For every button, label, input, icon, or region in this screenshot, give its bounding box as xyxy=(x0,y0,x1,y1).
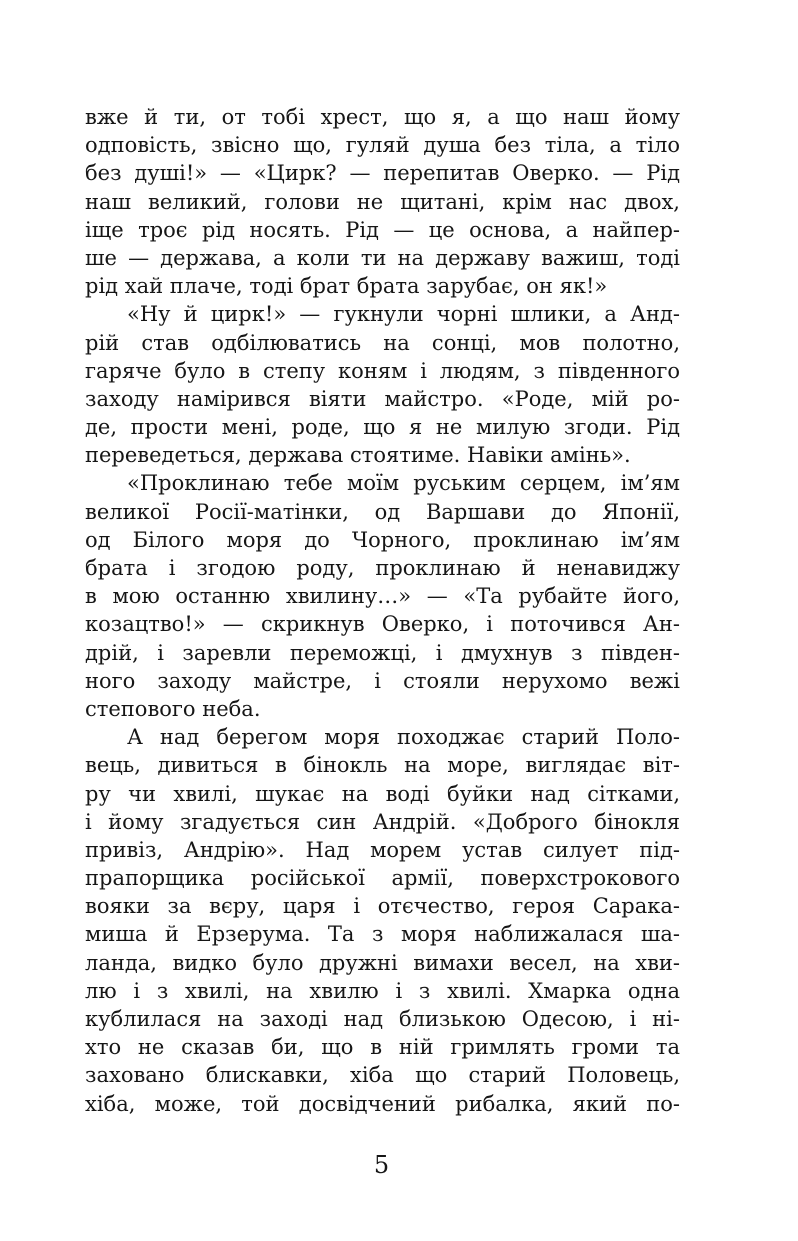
text-line: миша й Ерзерума. Та з моря наближалася ша- xyxy=(85,922,680,947)
text-line: заходу намірився віяти майстро. «Роде, мій ро- xyxy=(85,386,680,411)
paragraph xyxy=(85,103,680,300)
text-line: брата і згодою роду, проклинаю й ненавиджу xyxy=(85,556,680,580)
text-line: рід хай плаче, тоді брат брата зарубає, он як!» xyxy=(85,274,608,299)
text-line: ланда, видко було дружні вимахи весел, на хви- xyxy=(85,950,680,975)
text-line: «Ну й цирк!» — гукнули чорні шлики, а Анд- xyxy=(127,302,680,327)
text-line: переведеться, держава стоятиме. Навіки амінь». xyxy=(85,443,631,468)
text-line: іще троє рід носять. Рід — це основа, а найпер- xyxy=(85,217,680,242)
page-number: 5 xyxy=(373,1151,390,1179)
text-line: гаряче було в степу коням і людям, з південного xyxy=(85,358,680,383)
paragraph xyxy=(85,723,680,1118)
text-line: лю і з хвилі, на хвилю і з хвилі. Хмарка одна xyxy=(85,978,680,1003)
text-line: одповість, звісно що, гуляй душа без тіла, а тіло xyxy=(85,133,680,158)
text-line: од Білого моря до Чорного, проклинаю ім’ям xyxy=(85,527,680,552)
text-line: хіба, може, той досвідчений рибалка, який по- xyxy=(85,1091,680,1116)
text-line: великої Росії-матінки, од Варшави до Японії, xyxy=(85,499,680,524)
text-line: привіз, Андрію». Над морем устав силует під- xyxy=(85,837,680,862)
text-line: заховано блискавки, хіба що старий Половець, xyxy=(85,1063,680,1088)
paragraph xyxy=(85,300,680,469)
text-line: козацтво!» — скрикнув Оверко, і поточився Ан- xyxy=(85,612,680,637)
paragraph xyxy=(85,469,680,723)
text-line: де, прости мені, роде, що я не милую згоди. Рід xyxy=(85,415,680,440)
text-line: хто не сказав би, що в ній гримлять громи та xyxy=(85,1035,680,1060)
text-line: «Проклинаю тебе моїм руським серцем, ім’ям xyxy=(127,471,680,496)
text-line: вояки за вєру, царя і отєчество, героя Сарака- xyxy=(85,894,680,919)
text-line: дрій, і заревли переможці, і дмухнув з півден- xyxy=(85,640,680,665)
text-line: вець, дивиться в бінокль на море, виглядає віт- xyxy=(85,753,680,778)
text-line: ше — держава, а коли ти на державу важиш, тоді xyxy=(85,245,680,270)
text-line: ру чи хвилі, шукає на воді буйки над сітками, xyxy=(85,781,680,806)
text-line: вже й ти, от тобі хрест, що я, а що наш йому xyxy=(85,105,680,129)
text-line: ного заходу майстре, і стояли нерухомо вежі xyxy=(85,668,680,693)
text-line: степового неба. xyxy=(85,696,261,721)
text-line: рій став одбілюватись на сонці, мов полотно, xyxy=(85,330,680,355)
text-line: прапорщика російської армії, поверхстрокового xyxy=(85,866,680,891)
text-line: в мою останню хвилину…» — «Та рубайте його, xyxy=(85,584,680,609)
text-line: наш великий, голови не щитані, крім нас двох, xyxy=(85,189,680,214)
text-line: без душі!» — «Цирк? — перепитав Оверко. — Рід xyxy=(85,161,680,186)
body-text xyxy=(85,103,680,1118)
text-line: кублилася на заході над близькою Одесою, і ні- xyxy=(85,1007,680,1031)
text-line: А над берегом моря походжає старий Поло- xyxy=(127,725,680,750)
text-line: і йому згадується син Андрій. «Доброго бінокля xyxy=(85,809,680,834)
